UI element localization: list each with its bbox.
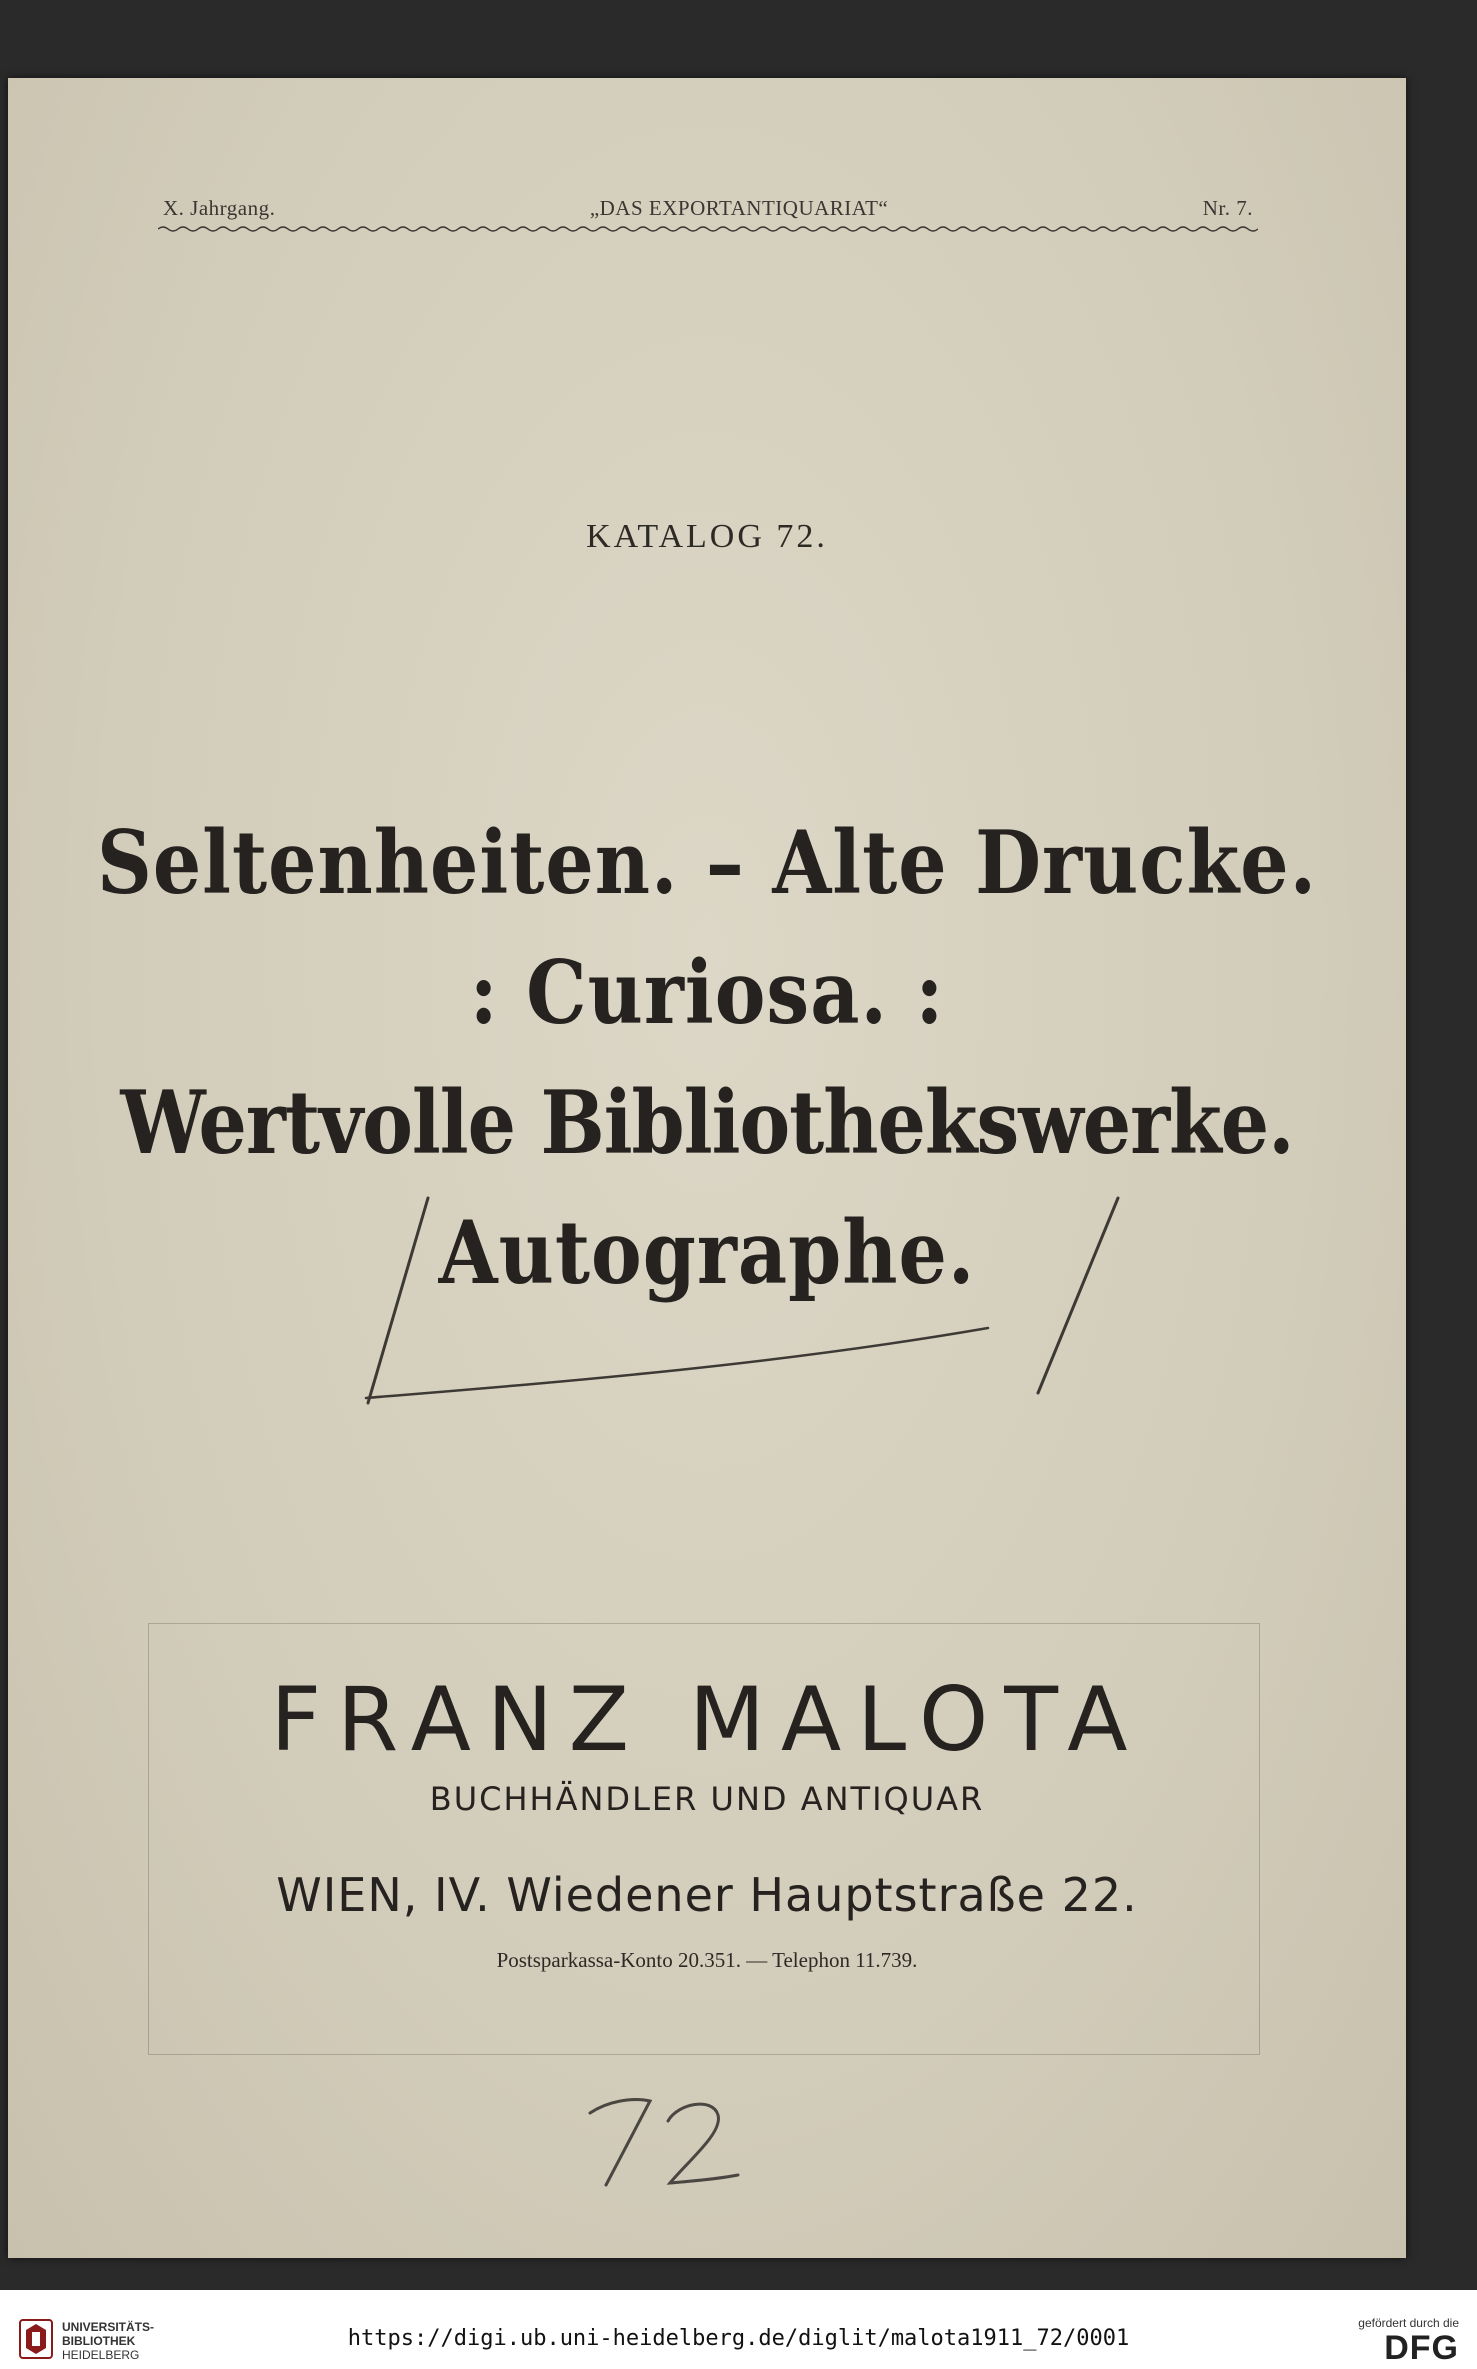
catalog-number: KATALOG 72.	[586, 518, 828, 555]
periodical-title: „DAS EXPORTANTIQUARIAT“	[589, 196, 889, 220]
firm-name: FRANZ MALOTA	[270, 1668, 1144, 1771]
document-url-link[interactable]: https://digi.ub.uni-heidelberg.de/diglit/malota1911_72/0001	[347, 2326, 1130, 2351]
firm-role: BUCHHÄNDLER UND ANTIQUAR	[429, 1780, 985, 1818]
scanned-page	[8, 78, 1406, 2258]
title-line-4: Autographe.	[438, 1201, 976, 1304]
issue-number: Nr. 7.	[1202, 196, 1253, 220]
title-line-1: Seltenheiten. – Alte Drucke.	[96, 811, 1318, 914]
handwritten-number	[578, 2083, 748, 2193]
running-head	[163, 196, 1253, 221]
firm-address: WIEN, IV. Wiedener Hauptstraße 22.	[276, 1868, 1138, 1922]
title-line-2: : Curiosa. :	[469, 941, 945, 1044]
pencil-strike-mark	[348, 1178, 1138, 1418]
library-name: UNIVERSITÄTS- BIBLIOTHEK HEIDELBERG	[62, 2320, 155, 2362]
volume-label: X. Jahrgang.	[163, 196, 276, 220]
dfg-logo: DFG	[1384, 2329, 1459, 2367]
title-line-3: Wertvolle Bibliothekswerke.	[120, 1071, 1294, 1174]
funding-text: gefördert durch die	[1358, 2316, 1459, 2330]
funding-credit	[1358, 2316, 1459, 2366]
wavy-rule	[158, 224, 1258, 234]
firm-contact: Postsparkassa-Konto 20.351. — Telephon 11.739.	[496, 1948, 918, 1972]
